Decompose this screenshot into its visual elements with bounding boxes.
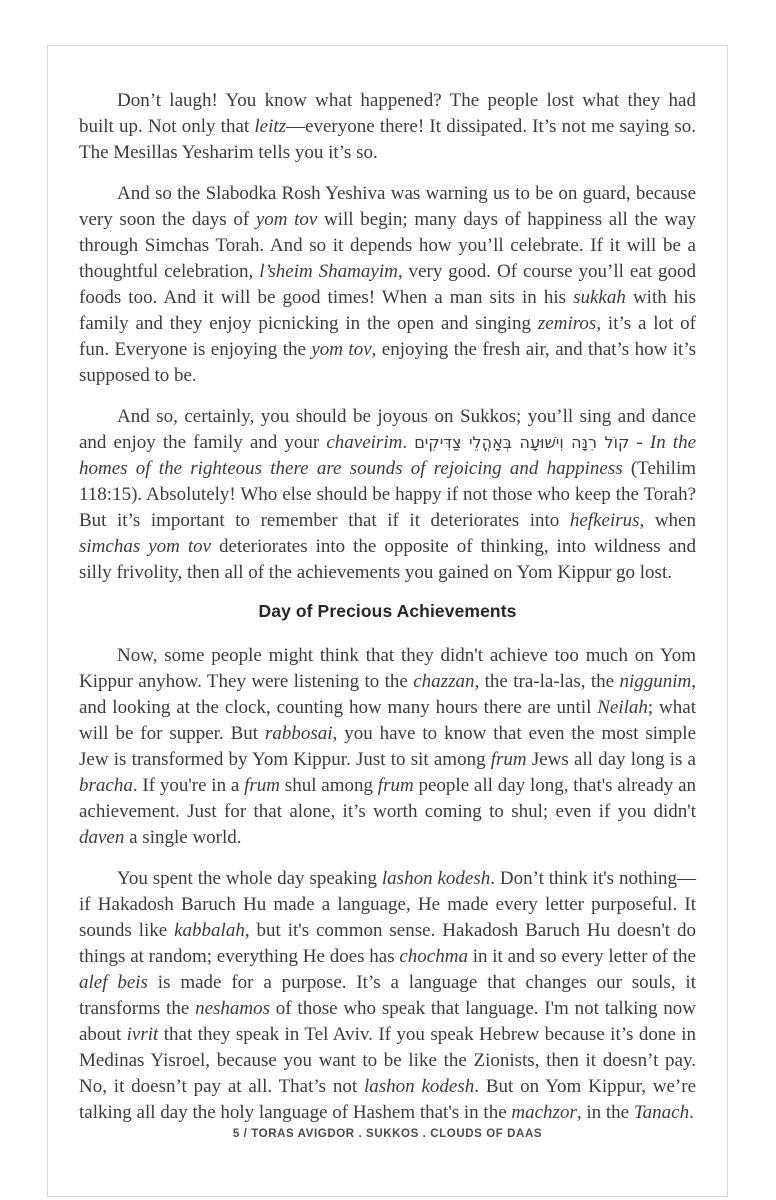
text-segment: alef beis	[79, 972, 148, 993]
text-segment: lashon kodesh	[363, 1076, 475, 1097]
text-segment: chaveirim	[326, 432, 403, 453]
text-segment: . If you're in a	[132, 775, 245, 796]
text-segment: that they speak in Tel Aviv. If you speak Hebrew because it’s done in Medinas Yisroel, because you want to be like the Zionists, then it doesn’t pay. No, it doesn’t pay at all. That’s not	[79, 1024, 696, 1097]
text-segment: , enjoying the fresh air, and that’s how it’s supposed to be.	[79, 339, 696, 386]
text-segment: of those who speak that language. I'm not talking now about	[79, 998, 696, 1045]
text-segment: rabbosai	[264, 723, 333, 744]
text-segment: .	[402, 432, 415, 453]
text-segment: Neilah	[597, 697, 648, 718]
text-segment: You spent the whole day speaking	[117, 868, 382, 889]
text-segment: lashon kodesh	[381, 868, 491, 889]
text-segment: is made for a purpose. It’s a language that changes our souls, it transforms the	[79, 972, 696, 1019]
text-segment: And so the Slabodka Rosh Yeshiva was warning us to be on guard, because very soon the days of	[79, 183, 696, 230]
text-segment: Tanach	[633, 1102, 690, 1123]
text-segment: , but it's common sense. Hakadosh Baruch Hu doesn't do things at random; everything He does has	[79, 920, 696, 967]
text-segment: —everyone there! It dissipated. It’s not me saying so. The Mesillas Yesharim tells you it’s so.	[79, 116, 696, 163]
text-segment: leitz	[254, 116, 287, 137]
text-segment: , in the	[576, 1102, 634, 1123]
text-segment: , when	[639, 510, 696, 531]
text-segment: frum	[244, 775, 281, 796]
text-segment: machzor	[511, 1102, 577, 1123]
text-segment: a single world.	[124, 827, 242, 848]
text-segment: , very good. Of course you’ll eat good foods too. And it will be good times! When a man sits in his	[79, 261, 696, 308]
text-segment: . Don’t think it's nothing—if Hakadosh Baruch Hu made a language, He made every letter purposeful. It sounds like	[79, 868, 696, 941]
text-segment: yom tov	[311, 339, 372, 360]
text-segment: zemiros	[537, 313, 597, 334]
text-segment: in it and so every letter of the	[467, 946, 696, 967]
text-segment: And so, certainly, you should be joyous on Sukkos; you’ll sing and dance and enjoy the family and your	[79, 406, 696, 453]
text-segment: yom tov	[255, 209, 318, 230]
text-segment: chochma	[399, 946, 468, 967]
document-page	[47, 45, 728, 1197]
text-segment: people all day long, that's already an achievement. Just for that alone, it’s worth coming to shul; even if you didn't	[79, 775, 697, 822]
paragraph	[79, 404, 696, 586]
text-segment: hefkeirus	[569, 510, 640, 531]
text-segment: , it’s a lot of fun. Everyone is enjoying the	[79, 313, 696, 360]
text-segment: kabbalah	[174, 920, 245, 941]
text-segment: bracha	[79, 775, 133, 796]
text-segment: , the tra-la-las, the	[474, 671, 620, 692]
text-segment: ; what will be for supper. But	[79, 697, 696, 744]
hebrew-quote: קוֹל רִנָּה וִישׁוּעָה בְּאָהֳלֵי צַדִּיקִים	[414, 433, 630, 452]
text-segment: shul among	[280, 775, 378, 796]
paragraph	[79, 88, 696, 166]
page-footer: 5 / TORAS AVIGDOR . SUKKOS . CLOUDS OF DAAS	[232, 1128, 543, 1140]
text-segment: -	[629, 432, 650, 453]
text-segment: . But on Yom Kippur, we’re talking all day the holy language of Hashem that's in the	[79, 1076, 696, 1123]
text-segment: .	[689, 1102, 694, 1123]
paragraph	[79, 866, 696, 1126]
text-segment: niggunim	[619, 671, 692, 692]
paragraph	[79, 181, 696, 389]
text-segment: Jews all day long is a	[526, 749, 696, 770]
text-segment: deteriorates into the opposite of thinking, into wildness and silly frivolity, then all of the achievements you gained on Yom Kippur go lost.	[79, 536, 696, 583]
paragraphs-top	[79, 88, 696, 586]
text-segment: with his family and they enjoy picnicking in the open and singing	[79, 287, 696, 334]
text-segment: Don’t laugh! You know what happened? The people lost what they had built up. Not only that	[79, 90, 696, 137]
text-segment: l’sheim Shamayim	[259, 261, 398, 282]
text-segment: chazzan	[413, 671, 475, 692]
paragraph	[79, 643, 696, 851]
text-segment: , and looking at the clock, counting how many hours there are until	[79, 671, 696, 718]
text-segment: (Tehilim 118:15). Absolutely! Who else should be happy if not those who keep the Torah? But it’s important to remember that if it deteriorates into	[79, 458, 697, 531]
text-segment: sukkah	[573, 287, 626, 308]
text-segment: Now, some people might think that they didn't achieve too much on Yom Kippur anyhow. They were listening to the	[79, 645, 696, 692]
text-segment: frum	[377, 775, 414, 796]
text-segment: simchas yom tov	[79, 536, 212, 557]
text-segment: neshamos	[195, 998, 271, 1019]
section-heading: Day of Precious Achievements	[258, 601, 517, 621]
text-segment: will begin; many days of happiness all the way through Simchas Torah. And so it depends how you’ll celebrate. If it will be a thoughtful celebration,	[79, 209, 696, 282]
text-segment: frum	[490, 749, 527, 770]
text-segment: , you have to know that even the most simple Jew is transformed by Yom Kippur. Just to sit among	[79, 723, 696, 770]
text-segment: ivrit	[126, 1024, 159, 1045]
text-segment: In the homes of the righteous there are sounds of rejoicing and happiness	[79, 432, 697, 479]
text-segment: daven	[79, 827, 125, 848]
paragraphs-bottom	[79, 643, 696, 1126]
